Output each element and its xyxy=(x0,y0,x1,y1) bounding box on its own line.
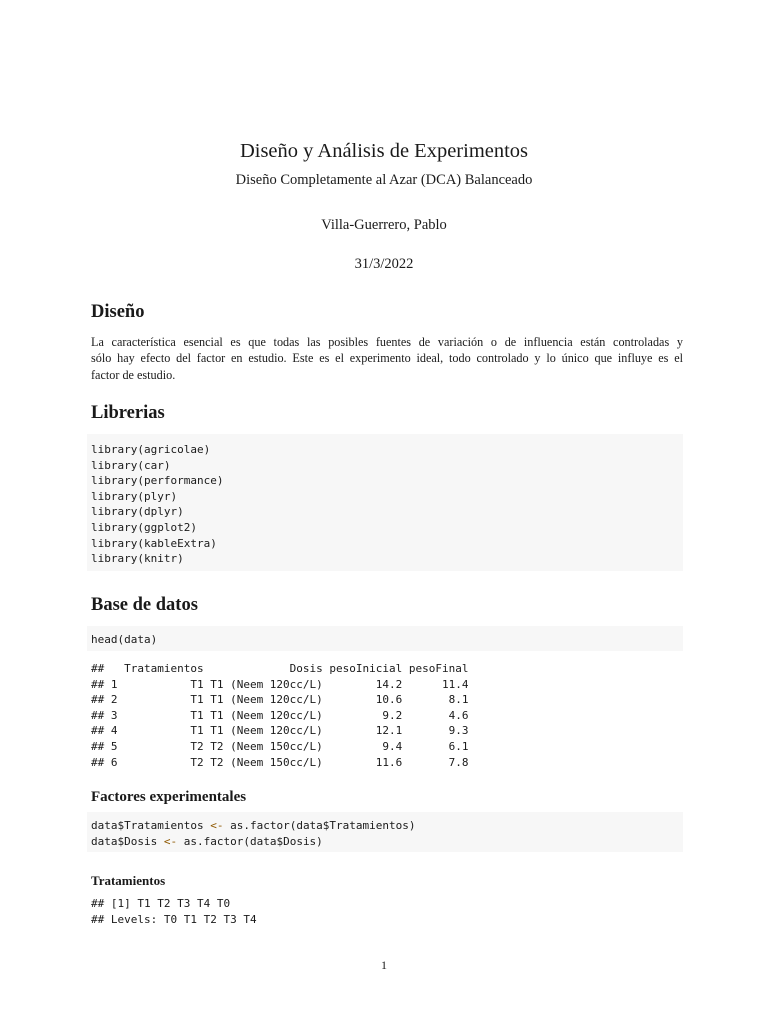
code-block-factores xyxy=(87,812,683,852)
output-line: ## 3 T1 T1 (Neem 120cc/L) 9.2 4.6 xyxy=(91,708,469,722)
output-block-tratamientos xyxy=(91,896,257,927)
code-line: head(data) xyxy=(91,633,158,646)
document-title: Diseño y Análisis de Experimentos xyxy=(239,140,529,162)
section-heading-tratamientos: Tratamientos xyxy=(91,873,166,888)
document-date: 31/3/2022 xyxy=(354,256,414,272)
document-author: Villa-Guerrero, Pablo xyxy=(321,217,447,233)
output-line: ## 5 T2 T2 (Neem 150cc/L) 9.4 6.1 xyxy=(91,739,469,753)
paragraph-line: factor de estudio. xyxy=(91,367,176,382)
output-line: ## Tratamientos Dosis pesoInicial pesoFinal xyxy=(91,662,469,675)
assign-operator: <- xyxy=(163,834,178,848)
assign-operator: <- xyxy=(210,819,224,832)
output-line: ## [1] T1 T2 T3 T4 T0 xyxy=(91,897,231,910)
code-rhs: as.factor(data$Dosis) xyxy=(177,834,323,848)
code-block-head xyxy=(87,626,683,651)
code-line: library(agricolae) xyxy=(91,443,211,456)
code-line: library(kableExtra) xyxy=(91,536,217,550)
code-line: library(dplyr) xyxy=(91,505,184,519)
code-line xyxy=(91,818,679,834)
code-line: library(plyr) xyxy=(91,489,178,503)
code-lhs: data$Tratamientos xyxy=(91,819,211,832)
section-heading-base-de-datos: Base de datos xyxy=(91,595,198,615)
paragraph-line: sólo hay efecto del factor en estudio. Este es el experimento ideal, todo controlado y lo único que influye es el xyxy=(91,351,683,366)
output-line: ## 6 T2 T2 (Neem 150cc/L) 11.6 7.8 xyxy=(91,755,469,769)
code-line xyxy=(91,834,679,850)
section-heading-factores: Factores experimentales xyxy=(91,789,247,805)
section-heading-diseno: Diseño xyxy=(91,302,145,322)
document-subtitle: Diseño Completamente al Azar (DCA) Balanceado xyxy=(235,172,533,188)
paragraph-line: La característica esencial es que todas las posibles fuentes de variación o de influencia están controladas y xyxy=(91,335,683,349)
output-line: ## Levels: T0 T1 T2 T3 T4 xyxy=(91,912,257,926)
section-heading-librerias: Librerias xyxy=(91,403,165,423)
code-line: library(ggplot2) xyxy=(91,520,197,534)
code-line: library(knitr) xyxy=(91,552,184,566)
output-line: ## 1 T1 T1 (Neem 120cc/L) 14.2 11.4 xyxy=(91,677,469,691)
code-block-librerias xyxy=(87,434,683,571)
code-lhs: data$Dosis xyxy=(91,834,164,848)
code-line: library(car) xyxy=(91,458,171,472)
code-line: library(performance) xyxy=(91,474,224,488)
page-number: 1 xyxy=(381,958,387,972)
output-block-head xyxy=(91,661,469,770)
output-line: ## 2 T1 T1 (Neem 120cc/L) 10.6 8.1 xyxy=(91,693,469,707)
diseno-paragraph xyxy=(91,334,683,383)
output-line: ## 4 T1 T1 (Neem 120cc/L) 12.1 9.3 xyxy=(91,724,469,738)
code-rhs: as.factor(data$Tratamientos) xyxy=(223,819,416,832)
